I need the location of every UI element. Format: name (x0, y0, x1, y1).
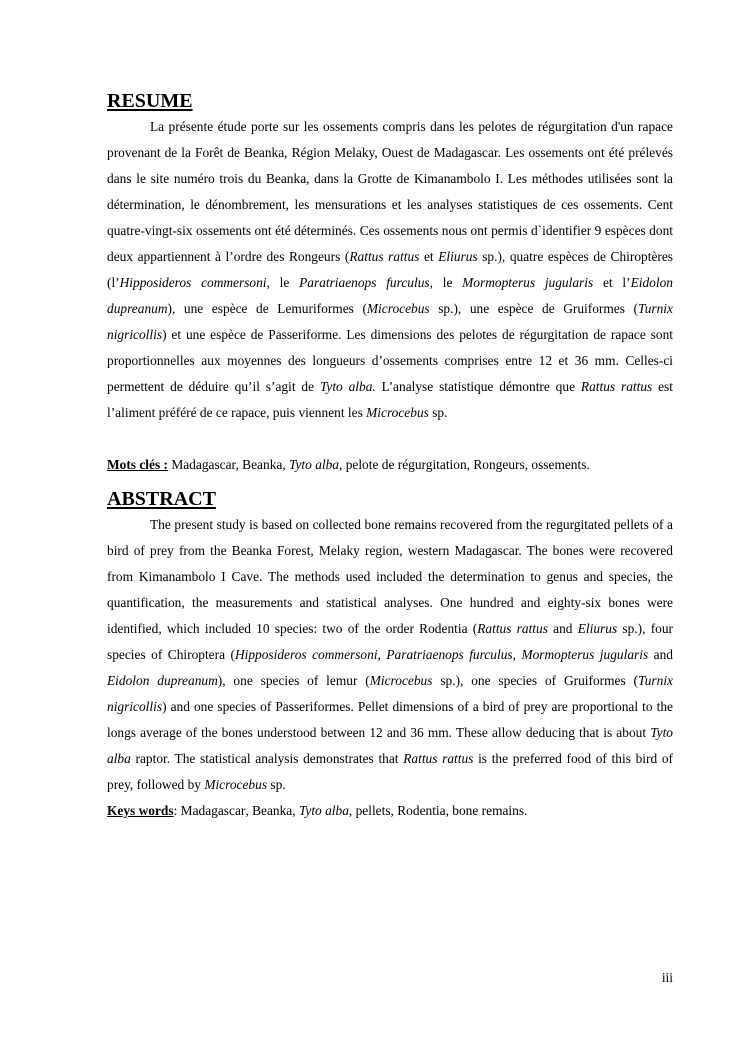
italic-text: Rattus rattus (477, 621, 548, 636)
text-run: sp. (267, 777, 286, 792)
italic-text: Microcebus (204, 777, 268, 792)
italic-text: Rattus rattus (580, 379, 653, 394)
text-run: sp.), une espèce de Gruiformes ( (429, 301, 638, 316)
italic-text: Microcebus (366, 301, 430, 316)
resume-keywords (107, 452, 673, 478)
italic-text: Microcebus (369, 673, 433, 688)
text-run: , le (266, 275, 300, 290)
abstract-keywords-text (174, 803, 528, 818)
italic-text: Tyto alba. (319, 379, 376, 394)
text-run: Madagascar, Beanka, (167, 457, 290, 472)
text-run: ) et une espèce de Passeriforme. Les dimensions des pelotes de régurgitation de rapace sont proportionnelles aux moyennes des longueurs d’ossements comprises entre 12 et 36 mm. Celles-ci permettent de déduire qu’il s’agit de (107, 327, 673, 394)
page-number: iii (661, 970, 673, 985)
italic-text: Turnix nigricollis (107, 301, 673, 342)
text-run: sp.), one species of Gruiformes ( (432, 673, 639, 688)
italic-text: , (245, 803, 249, 818)
text-run: est l’aliment préféré de ce rapace, puis viennent les (107, 379, 673, 420)
text-run: et l’ (593, 275, 631, 290)
document-page (107, 88, 673, 824)
text-run: The present study is based on collected bone remains recovered from the regurgitated pellets of a bird of prey from the Beanka Forest, Melaky region, western Madagascar. The bones were recovered from Kimanambolo I Cave. The methods used included the determination to genus and species, the quantification, the measurements and statistical analyses. One hundred and eighty-six bones were identified, which included 10 species: two of the order Rodentia ( (107, 517, 673, 636)
italic-text: Turnix nigricollis (107, 673, 673, 714)
italic-text: , (292, 803, 296, 818)
italic-text: Tyto alba (298, 803, 349, 818)
text-run: , le (429, 275, 463, 290)
spacer (107, 426, 673, 452)
text-run: is the preferred food of this bird of prey, followed by (107, 751, 673, 792)
italic-text: Rattus rattus (349, 249, 420, 264)
text-run: , (377, 647, 387, 662)
abstract-paragraph (107, 512, 673, 798)
text-run: et (419, 249, 439, 264)
text-run: , pelote de régurgitation, Rongeurs, ossements. (339, 457, 590, 472)
resume-title: RESUME (107, 90, 193, 112)
italic-text: Microcebus (366, 405, 429, 420)
italic-text: Paratriaenops furculus (299, 275, 430, 290)
abstract-title: ABSTRACT (107, 488, 216, 510)
italic-text: Eliurus (577, 621, 618, 636)
italic-text: Mormopterus jugularis (462, 275, 594, 290)
text-run: sp.), quatre espèces de Chiroptères (l’ (107, 249, 674, 290)
resume-keywords-label: Mots clés : (107, 457, 168, 472)
resume-keywords-text (168, 457, 590, 472)
text-run: ), une espèce de Lemuriformes ( (167, 301, 367, 316)
italic-text: Eliurus (438, 249, 478, 264)
text-run: , (512, 647, 522, 662)
italic-text: Rattus rattus (403, 751, 474, 766)
italic-text: Eidolon dupreanum (107, 275, 673, 316)
text-run: sp. (428, 405, 448, 420)
italic-text: Tyto alba (107, 725, 673, 766)
italic-text: Paratriaenops furculus (386, 647, 513, 662)
text-run: ), one species of lemur ( (217, 673, 370, 688)
abstract-keywords-label: Keys words (107, 803, 174, 818)
italic-text: Hipposideros commersoni (119, 275, 267, 290)
text-run: , pellets, Rodentia, bone remains. (348, 803, 528, 818)
text-run: and (648, 647, 673, 662)
text-run: La présente étude porte sur les ossements compris dans les pelotes de régurgitation d'un rapace provenant de la Forêt de Beanka, Région Melaky, Ouest de Madagascar. Les ossements ont été prélevés dans le site numéro trois du Beanka, dans la Grotte de Kimanambolo I. Les méthodes utilisées sont la détermination, le dénombrement, les mensurations et les analyses statistiques de ces ossements. Cent quatre-vingt-six ossements ont été déterminés. Ces ossements nous ont permis d`identifier 9 espèces dont deux appartiennent à l’ordre des Rongeurs ( (107, 119, 673, 264)
abstract-keywords (107, 798, 673, 824)
text-run: and (547, 621, 578, 636)
italic-text: Hipposideros commersoni (234, 647, 378, 662)
text-run: ) and one species of Passeriformes. Pellet dimensions of a bird of prey are proportional to the longs average of the bones understood between 12 and 36 mm. These allow deducing that is about (107, 699, 673, 740)
text-run: sp.), four species of Chiroptera ( (107, 621, 673, 662)
italic-text: Eidolon dupreanum (107, 673, 218, 688)
text-run: : Madagascar (173, 803, 246, 818)
text-run: raptor. The statistical analysis demonstrates that (130, 751, 404, 766)
italic-text: Mormopterus jugularis (521, 647, 649, 662)
text-run: L’analyse statistique démontre que (375, 379, 581, 394)
italic-text: Tyto alba (289, 457, 339, 472)
resume-paragraph (107, 114, 673, 426)
text-run: Beanka (248, 803, 293, 818)
